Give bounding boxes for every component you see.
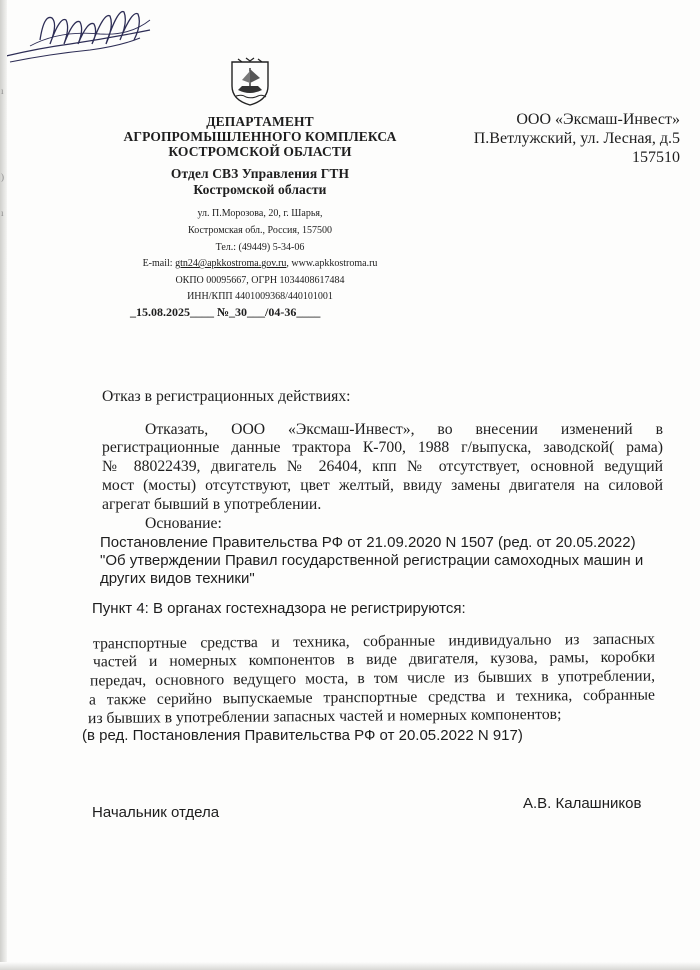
signer-position: Начальник отдела [92, 804, 220, 821]
basis-label: Основание: [145, 515, 222, 532]
website-text: , www.apkkostroma.ru [286, 258, 378, 269]
margin-mark: ı [1, 208, 4, 218]
recipient-block [474, 110, 680, 167]
handwritten-signature [0, 0, 160, 72]
quote-line: частей и номерных компонентов в виде двигателя, кузова, рамы, коробки [92, 648, 656, 671]
email-link[interactable]: gtn24@apkkostroma.gov.ru [175, 258, 287, 269]
refusal-text-line: регистрационные данные трактора К-700, 1988 г/выпуска, заводской( рама) [102, 439, 663, 456]
dept-name-line: ДЕПАРТАМЕНТ [206, 114, 314, 129]
refusal-text-line: № 88022439, двигатель № 26404, кпп № отсутствует, основной ведущий [102, 458, 663, 475]
subject-line: Отказ в регистрационных действиях: [102, 388, 351, 405]
inn-kpp-line: ИНН/КПП 4401009368/440101001 [187, 291, 333, 302]
email-line [100, 255, 420, 272]
dept-name-line: КОСТРОМСКОЙ ОБЛАСТИ [168, 144, 352, 159]
refusal-text-line: агрегат бывший в употреблении. [102, 496, 322, 513]
basis-line: "Об утверждении Правил государственной регистрации самоходных машин и [100, 552, 644, 569]
email-label: E-mail: [142, 258, 176, 269]
quote-line: из бывших в употреблении запасных частей и номерных компонентов; [87, 705, 562, 728]
quote-line: передач, основного ведущего моста, в том числе из бывших в употреблении, [89, 667, 656, 690]
quote-line: (в ред. Постановления Правительства РФ от 20.05.2022 N 917) [82, 727, 523, 744]
kostroma-coat-of-arms-icon [228, 56, 272, 106]
recipient-postcode: 157510 [632, 149, 680, 166]
dept-name-line: АГРОПРОМЫШЛЕННОГО КОМПЛЕКСА [123, 129, 397, 144]
doc-reference: _15.08.2025____ №_30___/04-36____ [130, 305, 321, 319]
quote-line: транспортные средства и техника, собранные индивидуально из запасных [92, 630, 656, 653]
recipient-company: ООО «Эксмаш-Инвест» [516, 111, 680, 128]
address-line: ул. П.Морозова, 20, г. Шарья, [197, 208, 323, 219]
point-heading: Пункт 4: В органах гостехнадзора не регистрируются: [92, 600, 466, 617]
page-left-edge [0, 0, 7, 970]
office-name-line: Отдел СВЗ Управления ГТН [170, 166, 350, 181]
page-bottom-edge [0, 962, 700, 970]
phone-line: Тел.: (49449) 5-34-06 [215, 242, 305, 253]
recipient-address: П.Ветлужский, ул. Лесная, д.5 [473, 130, 680, 147]
refusal-text-line: мост (мосты) отсутствуют, цвет желтый, ввиду замены двигателя на силовой [102, 477, 663, 494]
address-line: Костромская обл., Россия, 157500 [188, 225, 332, 236]
okpo-ogrn-line: ОКПО 00095667, ОГРН 1034408617484 [175, 275, 345, 286]
margin-mark: ı [1, 86, 4, 96]
office-name-line: Костромской области [193, 182, 327, 197]
basis-line: Постановление Правительства РФ от 21.09.2020 N 1507 (ред. от 20.05.2022) [100, 534, 636, 551]
basis-line: других видов техники" [100, 570, 255, 587]
margin-mark: ) [1, 172, 4, 182]
quote-line: а также серийно выпускаемые транспортные средства и техника, собранные [88, 686, 656, 709]
signer-name: А.В. Калашников [523, 795, 642, 812]
refusal-text-line: Отказать, ООО «Эксмаш-Инвест», во внесении изменений в [145, 421, 663, 438]
